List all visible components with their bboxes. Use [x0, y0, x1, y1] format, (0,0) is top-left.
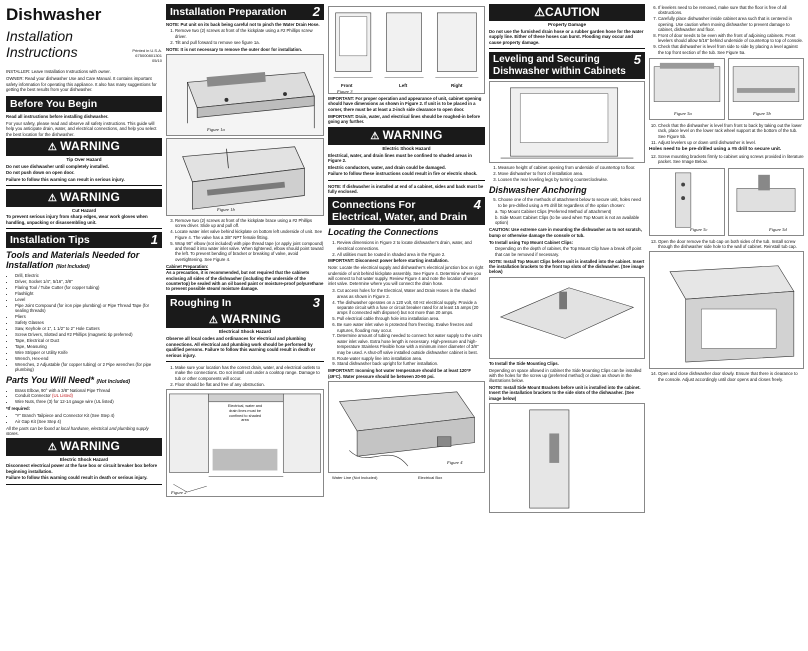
- install-step: 11. Adjust levelers up or down until dishwasher is level.: [658, 140, 804, 145]
- read-instructions: Read all instructions before installing dishwasher.: [6, 113, 109, 119]
- step-12: 12. Screw mounting brackets firmly to cabinet using screws provided in literature packet. See Image Below.: [649, 154, 804, 165]
- section-connections: Connections For Electrical, Water, and Drain 4: [328, 197, 485, 225]
- warning-triangle-icon: ⚠: [208, 314, 219, 326]
- tools-heading: Tools and Materials Needed for Installation (Not Included): [6, 250, 140, 271]
- prep-step: 4. Locate water inlet valve behind kickplate on bottom left underside of unit. See Figure 4. The valve has a 3/8" NPT female fitting.: [175, 229, 324, 240]
- warning-triangle-icon: ⚠: [47, 142, 58, 154]
- tool-item: • Drill, Electric: [15, 273, 162, 278]
- connection-step: 1. Review dimensions in Figure 2 to locate dishwasher's drain, water, and electrical connections.: [337, 240, 485, 251]
- connection-step: 6. Be sure water inlet valve is protected from freezing. Evalve freezes and ruptures, flooding may occur.: [337, 322, 485, 333]
- tools-list: [6, 273, 162, 372]
- figure-4: Figure 4: [328, 381, 485, 473]
- part-item: • Conduit Connector (UL Listed): [15, 393, 162, 398]
- section-leveling: Leveling and Securing Dishwasher within Cabinets 5: [489, 52, 645, 79]
- prep-step: 5. Wrap 90° elbow (not included) with pipe thread tape (or apply joint compound) and thread it into water inlet valve. When tightened, elbow should point toward the left. To prevent bending of bracket or breaking of valve, avoid overtightening. See Figure 4.: [175, 241, 324, 262]
- step-13: 13. Open the door remove the tub cap on both sides of the tub. Install screw through the dishwasher side hole to the wall of cabinet. Reinstall tub cap.: [649, 239, 804, 250]
- leveling-step: 2. Move dishwasher to front of installation area.: [498, 171, 645, 176]
- warning-electrical-shock-roughing: ⚠ WARNING Electrical Shock Hazard Observe all local codes and ordinances for electrical and plumbing connections. All electrical and plumbing work should be performed by qualified persons. Failure to follow this warning could result in death or serious injury.: [166, 311, 324, 362]
- safety-paragraph: For your safety, please read and observe all safety instructions. This guide will help you anticipate drain, water, and electrical connections, and help you select the best location for the dishwasher.: [6, 120, 157, 137]
- tool-item: • Tape, Measuring: [15, 344, 162, 349]
- tool-item: • Screw Drivers, Slotted and #2 Phillips (magnetic tip preferred): [15, 332, 162, 337]
- roughing-steps: [166, 365, 324, 387]
- document-subtitle: Installation Instructions: [6, 28, 78, 61]
- section-installation-preparation: Installation Preparation 2: [166, 4, 324, 20]
- connection-step: 5. Pull electrical cable through hole into installation area.: [337, 316, 485, 321]
- figure-5d: Figure 5d: [728, 168, 804, 236]
- warning-electric-shock-2: ⚠ WARNING Electric Shock Hazard Electrical, water, and drain lines must be confined to shaded areas in Figure 2. Electric conductors, water, and drain could be damaged. Failure to follow these instructions could result in fire or electric shock.: [328, 127, 485, 180]
- tool-item: • Tape, Electrical or Duct: [15, 338, 162, 343]
- step-14: 14. Open and close dishwasher door slowly. Ensure that there is clearance to the console. Adjust accordingly until door opens and closes freely.: [649, 371, 804, 382]
- figure-5a: Figure 5a: [649, 58, 725, 120]
- leveling-step: 3. Loosen the rear leveling legs by turning counterclockwise.: [498, 177, 645, 182]
- column-1: [6, 4, 162, 647]
- figure-5b-drawing: [729, 59, 803, 119]
- connection-step: 3. Cut access holes for the Electrical, Water and Drain Hoses in the shaded areas as shown in Figure 2.: [337, 288, 485, 299]
- figure-5c-drawing: [650, 169, 724, 235]
- figure-4-drawing: [329, 382, 484, 472]
- parts-footnote: All the parts can be found at local hardware, electrical and plumbing supply stores.: [6, 425, 149, 437]
- figure-5a-drawing: [650, 59, 724, 119]
- figure-side-mount: [489, 403, 645, 513]
- warning-triangle-icon: ⚠: [47, 442, 58, 454]
- figure-3-drawing: [329, 7, 484, 93]
- printed-info: Printed in U.S.A. 675000801301 05/10: [132, 48, 162, 64]
- tool-item: • Flaring Tool / Tube Cutter (for copper tubing): [15, 285, 162, 290]
- prep-step: 1. Remove two (2) screws at front of the kickplate using a #2 Phillips screw driver.: [175, 28, 324, 39]
- top-mount-drawing: [490, 278, 644, 358]
- anchor-option: a. Top Mount Cabinet Clips (Preferred Method of attachment): [495, 209, 612, 215]
- roughing-step: 2. Floor should be flat and free of any obstruction.: [175, 382, 324, 387]
- column-3: Front Left Right Figure 3 IMPORTANT: For proper operation and appearance of unit, cabinet opening should have dimensions as shown in Figure 2. If unit is to be placed in a corner, there must be at least a 2-inch side clearance to open door. IMPORTANT: Drain, water, and electrical lines should be roughed-in before going any further. ⚠ WARNING Electric Shock Hazard Electrical, water, and drain lines must be confined to shaded areas in Figure 2. Electric conductors, water, and drain could be damaged. Failure to follow these instructions could result in fire or electric shock. NOTE: If dishwasher is installed at end of a cabinet, sides and back must be fully enclosed. Connections For Electrical, Water, and Drain 4 Locating the Connections 1. Review dimensions in Figure 2 to locate dishwasher's drain, water, and electrical connections. 2. All utilities must be routed in shaded area in the Figure 2. IMPORTANT: Disconnect power before starting installation. Note: Locate the electrical supply and dishwasher's electrical junction box on right underside of unit behind kickplate assembly. See Figure 4. Determine where you will connect to hot water supply. Review Figure 4 and note the location of water inlet valve. Determine where you will connect the drain hose. 3. Cut access holes for the Electrical, Water and Drain Hoses in the shaded areas as shown in Figure 2. 4. The dishwasher operates on a 120 volt, 60 Hz electrical supply. Provide a separate circuit with a fuse or circuit breaker rated for at least 15 amps (20 amps if connected with disposer) but not more than 20 amps. 5. Pull electrical cable through hole into installation area. 6. Be sure water inlet valve is protected from freezing. Evalve freezes and ruptures, flooding may occur. 7. Determine amount of tubing needed to connect hot water supply to the unit's water inlet valve. Extra hose length is necessary. High-pressure and high-temperature Stainless Flexible hose with a minimum inner diameter of 3/8" may be used. A shut-off valve installed outside dishwasher cabinet is best. 8. Route water supply line into installation area. 9. Stand dishwasher back upright for further installation. IMPORTANT: Incoming hot water temperature should be at least 120°F (49°C). Water pressure should be between 20-90 psi. Figure 4 Water Line (Not Included) Electrical Box: [328, 4, 485, 647]
- anchor-option: b. Side Mount Cabinet Clips (to be used when Top Mount is not an available option): [495, 215, 640, 226]
- leveling-step: 1. Measure height of cabinet opening from underside of countertop to floor.: [498, 165, 645, 170]
- install-step: 7. Carefully place dishwasher inside cabinet area such that is centered in opening. Use caution when moving dishwasher to prevent damage to cabinet, dishwasher and floor.: [658, 16, 804, 32]
- prep-steps-2: [166, 218, 324, 262]
- installer-note: INSTALLER: Leave Installation Instructions with owner.: [6, 69, 111, 75]
- required-list: [6, 413, 162, 424]
- roughing-step: 1. Make sure your location has the correct drain, water, and electrical outlets to make the connections. Do not install unit under a cooktop range. Damage to tub or other components will occur.: [175, 365, 324, 381]
- section-before-you-begin: Before You Begin: [6, 96, 162, 112]
- connection-step: 2. All utilities must be routed in shaded area in the Figure 2.: [337, 252, 485, 257]
- owner-note: OWNER: Read your dishwasher Use and Care Manual. It contains important safety information for operating this appliance. It also has many suggestions for getting the best results from your dishwasher.: [6, 76, 157, 93]
- tool-item: • Wrench, Hex-end: [15, 356, 162, 361]
- section-installation-tips: Installation Tips 1: [6, 232, 162, 248]
- install-step: 9. Check that dishwasher is level from side to side by placing a level against the top front section of the tub. See Figure 5a.: [658, 44, 804, 55]
- warning-triangle-icon: ⚠: [370, 131, 380, 143]
- warning-cut-hazard: ⚠ WARNING Cut Hazard To prevent serious injury from sharp edges, wear work gloves when handling, unpacking or disassembling unit.: [6, 189, 162, 229]
- prep-step: 2. Tilt and pull forward to remove see figure 1a.: [175, 40, 324, 45]
- figure-top-mount: [489, 277, 645, 359]
- tool-item: • Saw, Keyhole or 1", 1 1/2" to 2" Hole Cutters: [15, 326, 162, 331]
- if-required: *If required:: [6, 406, 31, 412]
- column-4: ⚠CAUTION Property Damage Do not use the furnished drain hose or a rubber garden hose for the water supply line. Either of these hoses can burst. Flooding may occur and cause property damage. Leveling and Securing Dishwasher within Cabinets 5 1. Measure height of cabinet opening from underside of countertop to floor. 2. Move dishwasher to front of installation area. 3. Loosen the rear leveling legs by turning counterclockwise. Dishwasher Anchoring 5. Choose one of the methods of attachment below to secure unit, holes need to be pre-drilled using a #5 drill bit regardless of the option chosen: a. Top Mount Cabinet Clips (Preferred Method of attachment) b. Side Mount Cabinet Clips (to be used when Top Mount is not an available option) CAUTION: Use extreme care in mounting the dishwasher as to not scratch, bump or otherwise damage the console or tub. To Install using Top Mount Cabinet Clips: Depending on the depth of cabinet, the Top Mount Clip have a break off point that can be removed if necessary. NOTE: Install Top Mount Clips before unit is installed into the cabinet. Insert the installation brackets to the front top slots of the dishwasher. (See image below) To Install the Side Mounting Clips. Depending on space allowed in cabinet the Side Mounting Clips can be installed with the holes for the screw up (preferred method) or down as shown in the illustrations below. NOTE: Install Side Mount Brackets before unit is installed into the cabinet. Insert the installation brackets to the side slots of the dishwasher. (See image below): [489, 4, 645, 647]
- tool-item: • Wrenches, 2 Adjustable (for copper tubing) or 2 Pipe wrenches (for pipe plumbing): [15, 362, 162, 373]
- figure-5d-drawing: [729, 169, 803, 235]
- warning-tip-over: ⚠ WARNING Tip Over Hazard Do not use dishwasher until completely installed. Do not push down on open door. Failure to follow this warning can result in serious injury.: [6, 138, 162, 186]
- tool-item: • Safety Glasses: [15, 320, 162, 325]
- connection-step: 9. Stand dishwasher back upright for further installation.: [337, 361, 485, 366]
- figure-3: Front Left Right Figure 3: [328, 6, 485, 94]
- connection-step: 7. Determine amount of tubing needed to connect hot water supply to the unit's water inlet valve. Extra hose length is necessary. High-pressure and high-temperature Stainless Flexible hose with a minimum inner diameter of 3/8" may be used. A shut-off valve installed outside dishwasher cabinet is best.: [337, 333, 485, 354]
- install-step: 10. Check that the dishwasher is level from front to back by taking out the lower rack, place level on the lower rack wheel support at the bottom of the tub. See Figure 5b.: [658, 123, 804, 139]
- connection-steps: [328, 240, 485, 257]
- tool-item: • Wire Stripper or Utility Knife: [15, 350, 162, 355]
- anchor-options: [489, 209, 645, 226]
- warning-electric-shock-1: ⚠ WARNING Electric Shock Hazard Disconnect electrical power at the fuse box or circuit breaker box before beginning installation. Failure to follow this warning could result in death or serious injury.: [6, 438, 162, 485]
- parts-list: [6, 388, 162, 405]
- figure-5b: Figure 5b: [728, 58, 804, 120]
- prep-steps: [166, 28, 324, 45]
- warning-triangle-icon: ⚠: [47, 193, 58, 205]
- figure-tub-cap: [649, 251, 804, 369]
- tool-item: • Pipe Joint Compound (for iron pipe plumbing) or Pipe Thread Tape (for sealing threads): [15, 303, 162, 314]
- parts-heading: Parts You Will Need* (Not Included): [6, 374, 131, 385]
- side-mount-drawing: [490, 404, 644, 512]
- tub-cap-drawing: [650, 252, 803, 368]
- leveling-steps: [489, 165, 645, 182]
- tool-item: • Level: [15, 297, 162, 302]
- required-item: • "Y" Branch Tailpiece and Connector Kit (See Step 4): [15, 413, 162, 418]
- final-steps-2: [649, 123, 804, 145]
- tool-item: • Pliers: [15, 314, 162, 319]
- required-item: • Air Gap Kit (See Step 4): [15, 419, 162, 424]
- figure-2: Electrical, water and drain lines must be confined to shaded area Figure 2: [166, 389, 324, 497]
- warning-triangle-icon: ⚠: [534, 5, 546, 19]
- part-item: • Brass Elbow, 90° with a 3/8" National Pipe Thread: [15, 388, 162, 393]
- column-2: Installation Preparation 2 NOTE: Put unit on its back being careful not to pinch the Water Drain Hose. 1. Remove two (2) screws at front of the kickplate using a #2 Phillips screw driver. 2. Tilt and pull forward to remove see figure 1a. NOTE: It is not necessary to remove the outer door for installation. Figure 1a Figure 1b 3. Remove two (2) screws at front of the kickplate brace using a #2 Phillips screw driver. Slide up and pull off. 4. Locate water inlet valve behind kickplate on bottom left underside of unit. See Figure 4. The valve has a 3/8" NPT female fitting. 5. Wrap 90° elbow (not included) with pipe thread tape (or apply joint compound) and thread it into water inlet valve. When tightened, elbow should point toward the left. To prevent bending of bracket or breaking of valve, avoid overtightening. See Figure 4. Cabinet Preparation: As a precaution, it is recommended, but not required that the cabinets enclosing all sides of the dishwasher (including the underside of the countertop) be sealed with an oil based paint or moisture-proof polyurethane to prevent possible steam/ moisture damage. Roughing In 3 ⚠ WARNING Electrical Shock Hazard Observe all local codes and ordinances for electrical and plumbing connections. All electrical and plumbing work should be performed by qualified persons. Failure to follow this warning could result in death or serious injury. 1. Make sure your location has the correct drain, water, and electrical outlets to make the connections. Do not install unit under a cooktop range. Damage to tub or other components will occur. 2. Floor should be flat and free of any obstruction. Electrical, water and drain lines must be confined to shaded area Figure 2: [166, 4, 324, 647]
- caution-property-damage: ⚠CAUTION Property Damage Do not use the furnished drain hose or a rubber garden hose for the water supply line. Either of these hoses can burst. Flooding may occur and cause property damage.: [489, 4, 645, 49]
- connection-step: 4. The dishwasher operates on a 120 volt, 60 Hz electrical supply. Provide a separate circuit with a fuse or circuit breaker rated for at least 15 amps (20 amps if connected with disposer) but not more than 20 amps.: [337, 300, 485, 316]
- part-item: • Wire Nuts, three (3) for 12-14 gauge wire (UL listed): [15, 399, 162, 404]
- leveling-drawing: [490, 82, 644, 162]
- figure-5c: Figure 5c: [649, 168, 725, 236]
- install-step: 6. If levelers need to be removed, make sure that the floor is free of all obstructions.: [658, 5, 804, 16]
- figure-1b-drawing: [167, 139, 323, 215]
- figure-1b: Figure 1b: [166, 138, 324, 216]
- install-step: 8. Front of door needs to be even with the front of adjoining cabinets. Front levelers should allow 5/16" behind underside of countertop to top of console.: [658, 33, 804, 44]
- final-steps: [649, 5, 804, 55]
- prep-step: 3. Remove two (2) screws at front of the kickplate brace using a #2 Phillips screw driver. Slide up and pull off.: [175, 218, 324, 229]
- tool-item: • Driver, Socket 1/4", 5/16", 3/8": [15, 279, 162, 284]
- connection-step: 8. Route water supply line into installation area.: [337, 356, 485, 361]
- tool-item: • Flashlight: [15, 291, 162, 296]
- section-roughing-in: Roughing In 3: [166, 295, 324, 311]
- figure-1a-drawing: [167, 55, 323, 135]
- anchoring-steps: 5. Choose one of the methods of attachment below to secure unit, holes need to be pre-drilled using a #5 drill bit regardless of the option chosen:: [489, 197, 645, 208]
- connection-steps-2: [328, 288, 485, 367]
- column-5: 6. If levelers need to be removed, make sure that the floor is free of all obstructions. 7. Carefully place dishwasher inside cabinet area such that is centered in opening. Use caution when moving dishwasher to prevent damage to cabinet, dishwasher and floor. 8. Front of door needs to be even with the front of adjoining cabinets. Front levelers should allow 5/16" behind underside of countertop to top of console. 9. Check that dishwasher is level from side to side by placing a level against the top front section of the tub. See Figure 5a. Figure 5a Figure 5b 10. Check that the dishwasher is level from front to back by taking out the lower rack, place level on the lower rack wheel support at the bottom of the tub. See Figure 5b. 11. Adjust levelers up or down until dishwasher is level. Holes need to be pre-drilled using a #5 drill to secure unit. 12. Screw mounting brackets firmly to cabinet using screws provided in literature packet. See Image Below. Figure 5c Figure 5d 13. Open the door remove the tub cap on both sides of the tub. Install screw through the dishwasher side hole to the wall of cabinet. Reinstall tub cap. 14. Open and close dishwasher door slowly. Ensure that there is clearance to the console. Adjust accordingly until door opens and closes freely.: [649, 4, 804, 647]
- figure-1a: Figure 1a: [166, 54, 324, 136]
- figure-leveling: [489, 81, 645, 163]
- document-title: Dishwasher: [6, 5, 102, 24]
